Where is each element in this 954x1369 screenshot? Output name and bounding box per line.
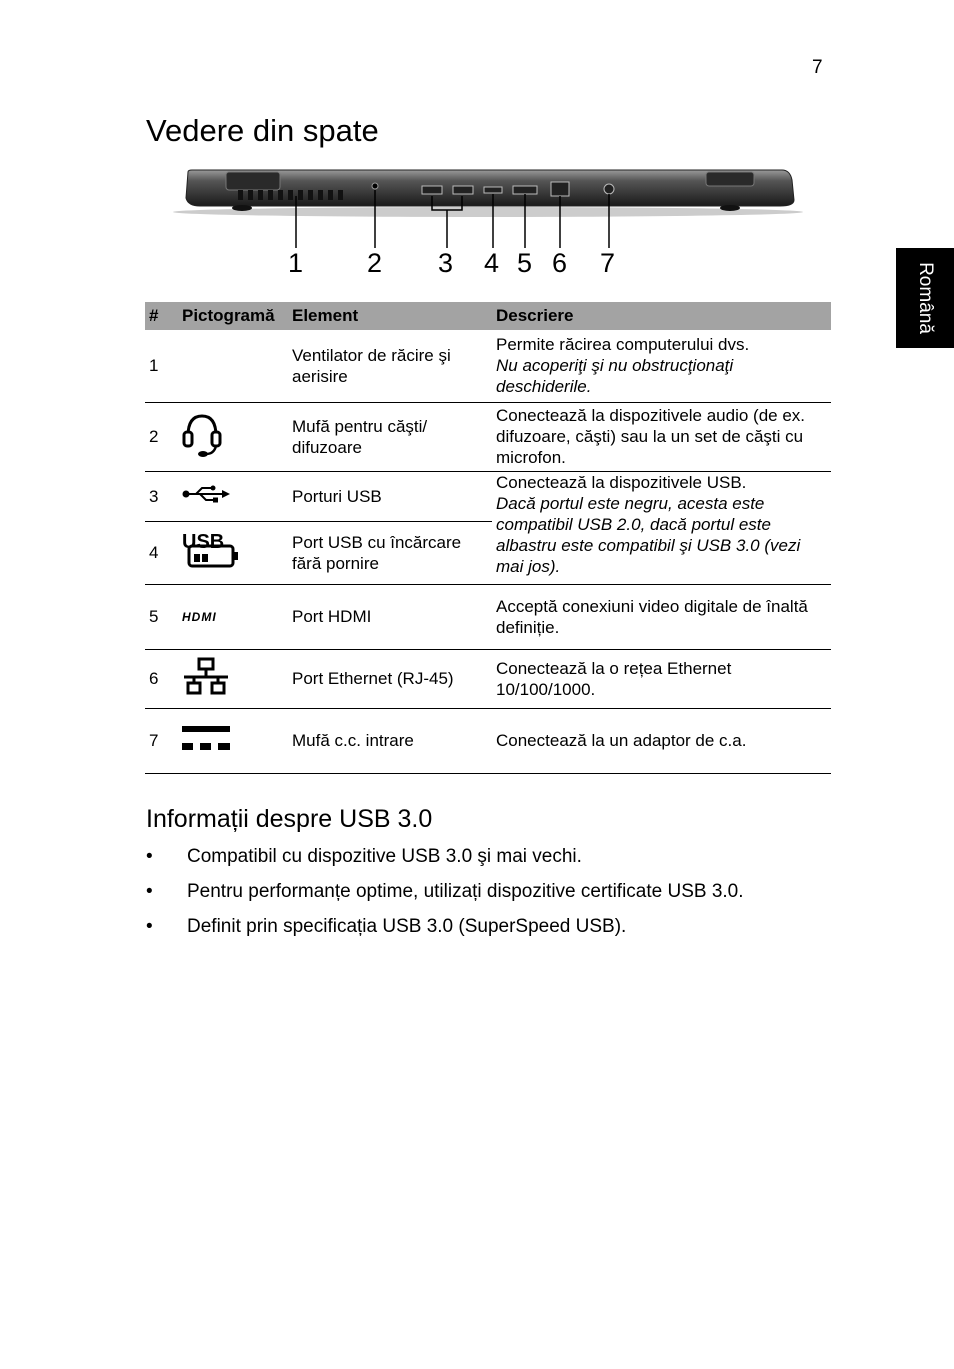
callout-1: 1 bbox=[288, 248, 304, 278]
bullet: • bbox=[146, 916, 153, 937]
table-row bbox=[145, 330, 831, 402]
list-item-text: Definit prin specificația USB 3.0 (SuperSpeed USB). bbox=[187, 916, 627, 937]
usb-info-list bbox=[146, 846, 744, 951]
row-number: 1 bbox=[145, 330, 178, 402]
hdmi-icon bbox=[182, 610, 232, 622]
row-icon bbox=[178, 471, 288, 521]
row-element: Port USB cu încărcare fără pornire bbox=[288, 521, 492, 584]
language-tab-label: Română bbox=[915, 262, 936, 334]
svg-text:USB: USB bbox=[182, 531, 225, 553]
callout-7: 7 bbox=[600, 248, 616, 278]
table-row bbox=[145, 471, 831, 521]
usb-icon bbox=[182, 485, 234, 503]
header-number: # bbox=[145, 302, 178, 330]
row-description: Conectează la un adaptor de c.a. bbox=[492, 708, 831, 773]
callout-2: 2 bbox=[367, 248, 383, 278]
description-text: Permite răcirea computerului dvs. bbox=[496, 335, 750, 355]
row-number: 2 bbox=[145, 402, 178, 471]
headset-icon bbox=[182, 410, 222, 458]
row-icon-empty bbox=[178, 330, 288, 402]
row-number: 3 bbox=[145, 471, 178, 521]
page-number: 7 bbox=[812, 57, 823, 78]
row-element: Port Ethernet (RJ-45) bbox=[288, 649, 492, 708]
page-title: Vedere din spate bbox=[146, 113, 379, 148]
row-element: Mufă pentru căşti/ difuzoare bbox=[288, 402, 492, 471]
callout-4: 4 bbox=[484, 248, 500, 278]
row-description: Conectează la dispozitivele audio (de ex. difuzoare, căşti) sau la un set de căşti cu microfon. bbox=[492, 402, 831, 471]
callout-5: 5 bbox=[517, 248, 533, 278]
svg-text:HDMI: HDMI bbox=[182, 610, 217, 622]
row-description: Conectează la o rețea Ethernet 10/100/1000. bbox=[492, 649, 831, 708]
list-item bbox=[146, 916, 744, 951]
dc-in-icon bbox=[182, 724, 230, 752]
row-icon bbox=[178, 649, 288, 708]
description-note: Nu acoperiţi şi nu obstrucţionaţi deschiderile. bbox=[496, 356, 734, 397]
callout-3: 3 bbox=[438, 248, 454, 278]
language-tab bbox=[896, 248, 954, 348]
row-element: Porturi USB bbox=[288, 471, 492, 521]
laptop-rear-view-image bbox=[170, 160, 810, 250]
list-item bbox=[146, 846, 744, 881]
description-note: Dacă portul este negru, acesta este compatibil USB 2.0, dacă portul este albastru este compatibil şi USB 3.0 (vezi mai jos). bbox=[496, 493, 801, 576]
header-description: Descriere bbox=[492, 302, 831, 330]
row-number: 7 bbox=[145, 708, 178, 773]
table-row bbox=[145, 649, 831, 708]
callout-6: 6 bbox=[552, 248, 568, 278]
row-number: 5 bbox=[145, 584, 178, 649]
row-icon bbox=[178, 521, 288, 584]
list-item bbox=[146, 881, 744, 916]
list-item-text: Pentru performanțe optime, utilizați dispozitive certificate USB 3.0. bbox=[187, 881, 744, 902]
table-header-row bbox=[145, 302, 831, 330]
row-number: 6 bbox=[145, 649, 178, 708]
row-icon bbox=[178, 584, 288, 649]
row-element: Ventilator de răcire şi aerisire bbox=[288, 330, 492, 402]
table-row bbox=[145, 708, 831, 773]
description-text: Conectează la dispozitivele USB. bbox=[496, 472, 747, 492]
row-element: Mufă c.c. intrare bbox=[288, 708, 492, 773]
row-icon bbox=[178, 402, 288, 471]
table-row bbox=[145, 584, 831, 649]
ports-table bbox=[145, 302, 831, 774]
section-title: Informații despre USB 3.0 bbox=[146, 805, 433, 833]
ethernet-icon bbox=[182, 657, 230, 695]
row-icon bbox=[178, 708, 288, 773]
list-item-text: Compatibil cu dispozitive USB 3.0 şi mai vechi. bbox=[187, 846, 582, 867]
row-description bbox=[492, 471, 831, 584]
bullet: • bbox=[146, 846, 153, 867]
row-element: Port HDMI bbox=[288, 584, 492, 649]
header-element: Element bbox=[288, 302, 492, 330]
row-number: 4 bbox=[145, 521, 178, 584]
bullet: • bbox=[146, 881, 153, 902]
row-description bbox=[492, 330, 831, 402]
table-row bbox=[145, 402, 831, 471]
row-description: Acceptă conexiuni video digitale de înaltă definiție. bbox=[492, 584, 831, 649]
usb-charge-icon bbox=[182, 530, 242, 570]
header-icon: Pictogramă bbox=[178, 302, 288, 330]
